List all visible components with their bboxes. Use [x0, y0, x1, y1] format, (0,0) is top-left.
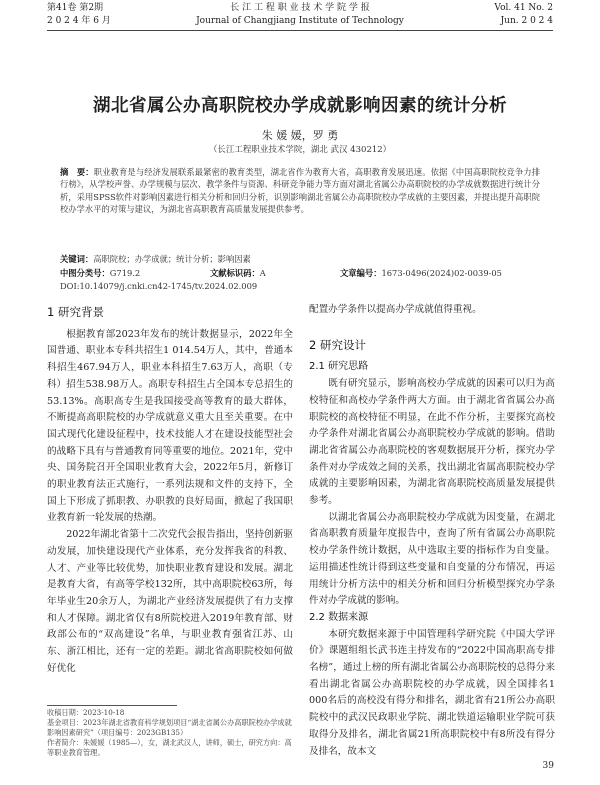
- section-2-heading: 2 研究设计: [309, 337, 366, 352]
- left-column: [47, 302, 293, 677]
- keywords: [60, 253, 540, 265]
- section-1-heading: 1 研究背景: [47, 305, 104, 319]
- footnote-author: 作者简介：朱媛媛（1985—），女，湖北武汉人，讲师，硕士，研究方向：高等职业教育管理。: [47, 738, 292, 757]
- clc-label: 中图分类号：: [60, 268, 110, 278]
- article-value: 1673-0496(2024)02-0039-05: [381, 268, 502, 278]
- footnote-rule: [47, 705, 177, 706]
- header-journal-en: Journal of Changjiang Institute of Technology: [196, 16, 404, 26]
- header-journal-cn: 长 江 工 程 职 业 技 术 学 院 学 报: [230, 3, 370, 13]
- doc-label: 文献标识码：: [210, 268, 260, 278]
- keywords-label: 关键词：: [60, 254, 94, 264]
- footnote-fund: 基金项目：2023年湖北省教育科学规划项目“湖北省属公办高职院校办学成就影响因素研究”（项目编号：2023GB135）: [47, 718, 292, 737]
- section-2-2-heading: 2.2 数据来源: [309, 611, 369, 623]
- paper-affiliation: （长江工程职业技术学院，湖北 武汉 430212）: [208, 145, 392, 155]
- section-1-paragraph-1: 根据教育部2023年发布的统计数据显示，2022年全国普通、职业本专科共招生1 014.54万人，其中，普通本科招生467.94万人，职业本科招生7.63万人，高职（专科）招生538.98万人。高职专科招生占全国本专总招生的53.13%。高职高专生是我国接受高等教育的最大群体，不断提高高职院校的办学成就意义重大且至关重要。在中国式现代化建设征程中，技术技能人才在建设技能型社会的战略下具有与普通教育同等重要的地位。2021年，党中央、国务院召开全国职业教育大会，2022年5月，新修订的职业教育法正式施行，一系列法规和文件的支持下，全国上下形成了抓职教、办职教的良好局面，掀起了我国职业教育新一轮发展的热潮。: [47, 328, 293, 524]
- abstract-label: 摘 要：: [60, 167, 94, 177]
- doi: DOI:10.14079/j.cnki.cn42-1745/tv.2024.02.009: [60, 281, 258, 291]
- right-column: [309, 302, 555, 760]
- article-label: 文章编号：: [340, 268, 382, 278]
- clc-code: [60, 267, 140, 279]
- section-2-1-paragraph-2: 以湖北省属公办高职院校办学成就为因变量，在湖北省高职教育质量年度报告中，查询了所有省属公办高职院校办学条件统计数据，从中选取主要的指标作为自变量。运用描述性统计得到这些变量和自变量的分布情况，再运用统计分析方法中的相关分析和回归分析模型探究办学条件对办学成就的影响。: [309, 511, 555, 607]
- header-date: 2 0 2 4 年 6 月: [47, 16, 111, 26]
- section-2-1-paragraph-1: 既有研究显示，影响高校办学成就的因素可以归为高校特征和高校办学条件两大方面。由于湖北省省属公办高职院校的高校特征不明显，在此不作分析，主要探究高校办学条件对湖北省属公办高职院校办学成就的影响。借助湖北省省属公办高职院校的客观数据展开分析，探究办学条件对办学成效之间的关系，找出湖北省属高职院校办学成就的主要影响因素，为湖北省高职院校高质量发展提供参考。: [309, 378, 555, 507]
- continued-paragraph: 配置办学条件以提高办学成就值得重视。: [309, 304, 482, 315]
- keywords-text: 高职院校；办学成就；统计分析；影响因素: [93, 254, 251, 264]
- article-number: [340, 267, 502, 279]
- document-code: [210, 267, 266, 279]
- header-volume-en: Vol. 41 No. 2: [494, 3, 553, 13]
- doc-value: A: [259, 268, 266, 278]
- header-date-en: Jun. 2 0 2 4: [500, 16, 553, 26]
- footnote: [47, 708, 293, 758]
- header-volume: 第41卷 第2期: [47, 3, 104, 13]
- paper-authors: 朱 媛 媛，罗 勇: [261, 129, 339, 142]
- section-1-paragraph-2: 2022年湖北省第十二次党代会报告指出，坚持创新驱动发展，加快建设现代产业体系，充分发挥我省的科教、人才、产业等比较优势，加快职业教育建设和发展。湖北是教育大省，有高等学校132所，其中高职院校63所，每年毕业生20余万人，为湖北产业经济发展提供了有力支撑和人才保障。湖北省仅有8所院校进入2019年教育部、财政部公布的“双高建设”名单，与职业教育强省江苏、山东、浙江相比，还有一定的差距。湖北省高职院校如何做好优化: [47, 529, 293, 674]
- section-2-2-paragraph-1: 本研究数据来源于中国管理科学研究院《中国大学评价》课题组组长武书连主持发布的“2022中国高职高专排名榜”，通过上榜的所有湖北省属公办高职院校的总得分来看出湖北省属公办高职院校的办学成就，因全国排名1 000名后的高校没有得分和排名，湖北省有21所公办高职院校中的武汉民政职业学院、湖北铁道运输职业学院可获取得分及排名，湖北省属21所高职院校中有8所没有得分及排名，故本文: [309, 628, 555, 757]
- abstract: [60, 166, 540, 215]
- header-rule: [47, 30, 553, 31]
- page-number: 39: [542, 761, 554, 771]
- clc-value: G719.2: [109, 268, 141, 278]
- paper-title: 湖北省属公办高职院校办学成就影响因素的统计分析: [93, 96, 507, 116]
- abstract-text: 职业教育是与经济发展联系最紧密的教育类型，湖北省作为教育大省，高职教育发展迅速。依据《中国高职院校竞争力排行榜》，从学校声誉、办学规模与层次、教学条件与资源、科研竞争能力等方面对湖北省属公办高职院校的办学成就数据进行统计分析，采用SPSS软件对影响因素进行相关分析和回归分析，识别影响湖北省属公办高职院校办学成就的主要因素，并提出提升高职院校办学水平的对策与建议，为湖北省高职教育高质量发展提供参考。: [60, 167, 540, 214]
- section-2-1-heading: 2.1 研究思路: [309, 361, 369, 373]
- footnote-received: 收稿日期：2023-10-18: [47, 708, 125, 717]
